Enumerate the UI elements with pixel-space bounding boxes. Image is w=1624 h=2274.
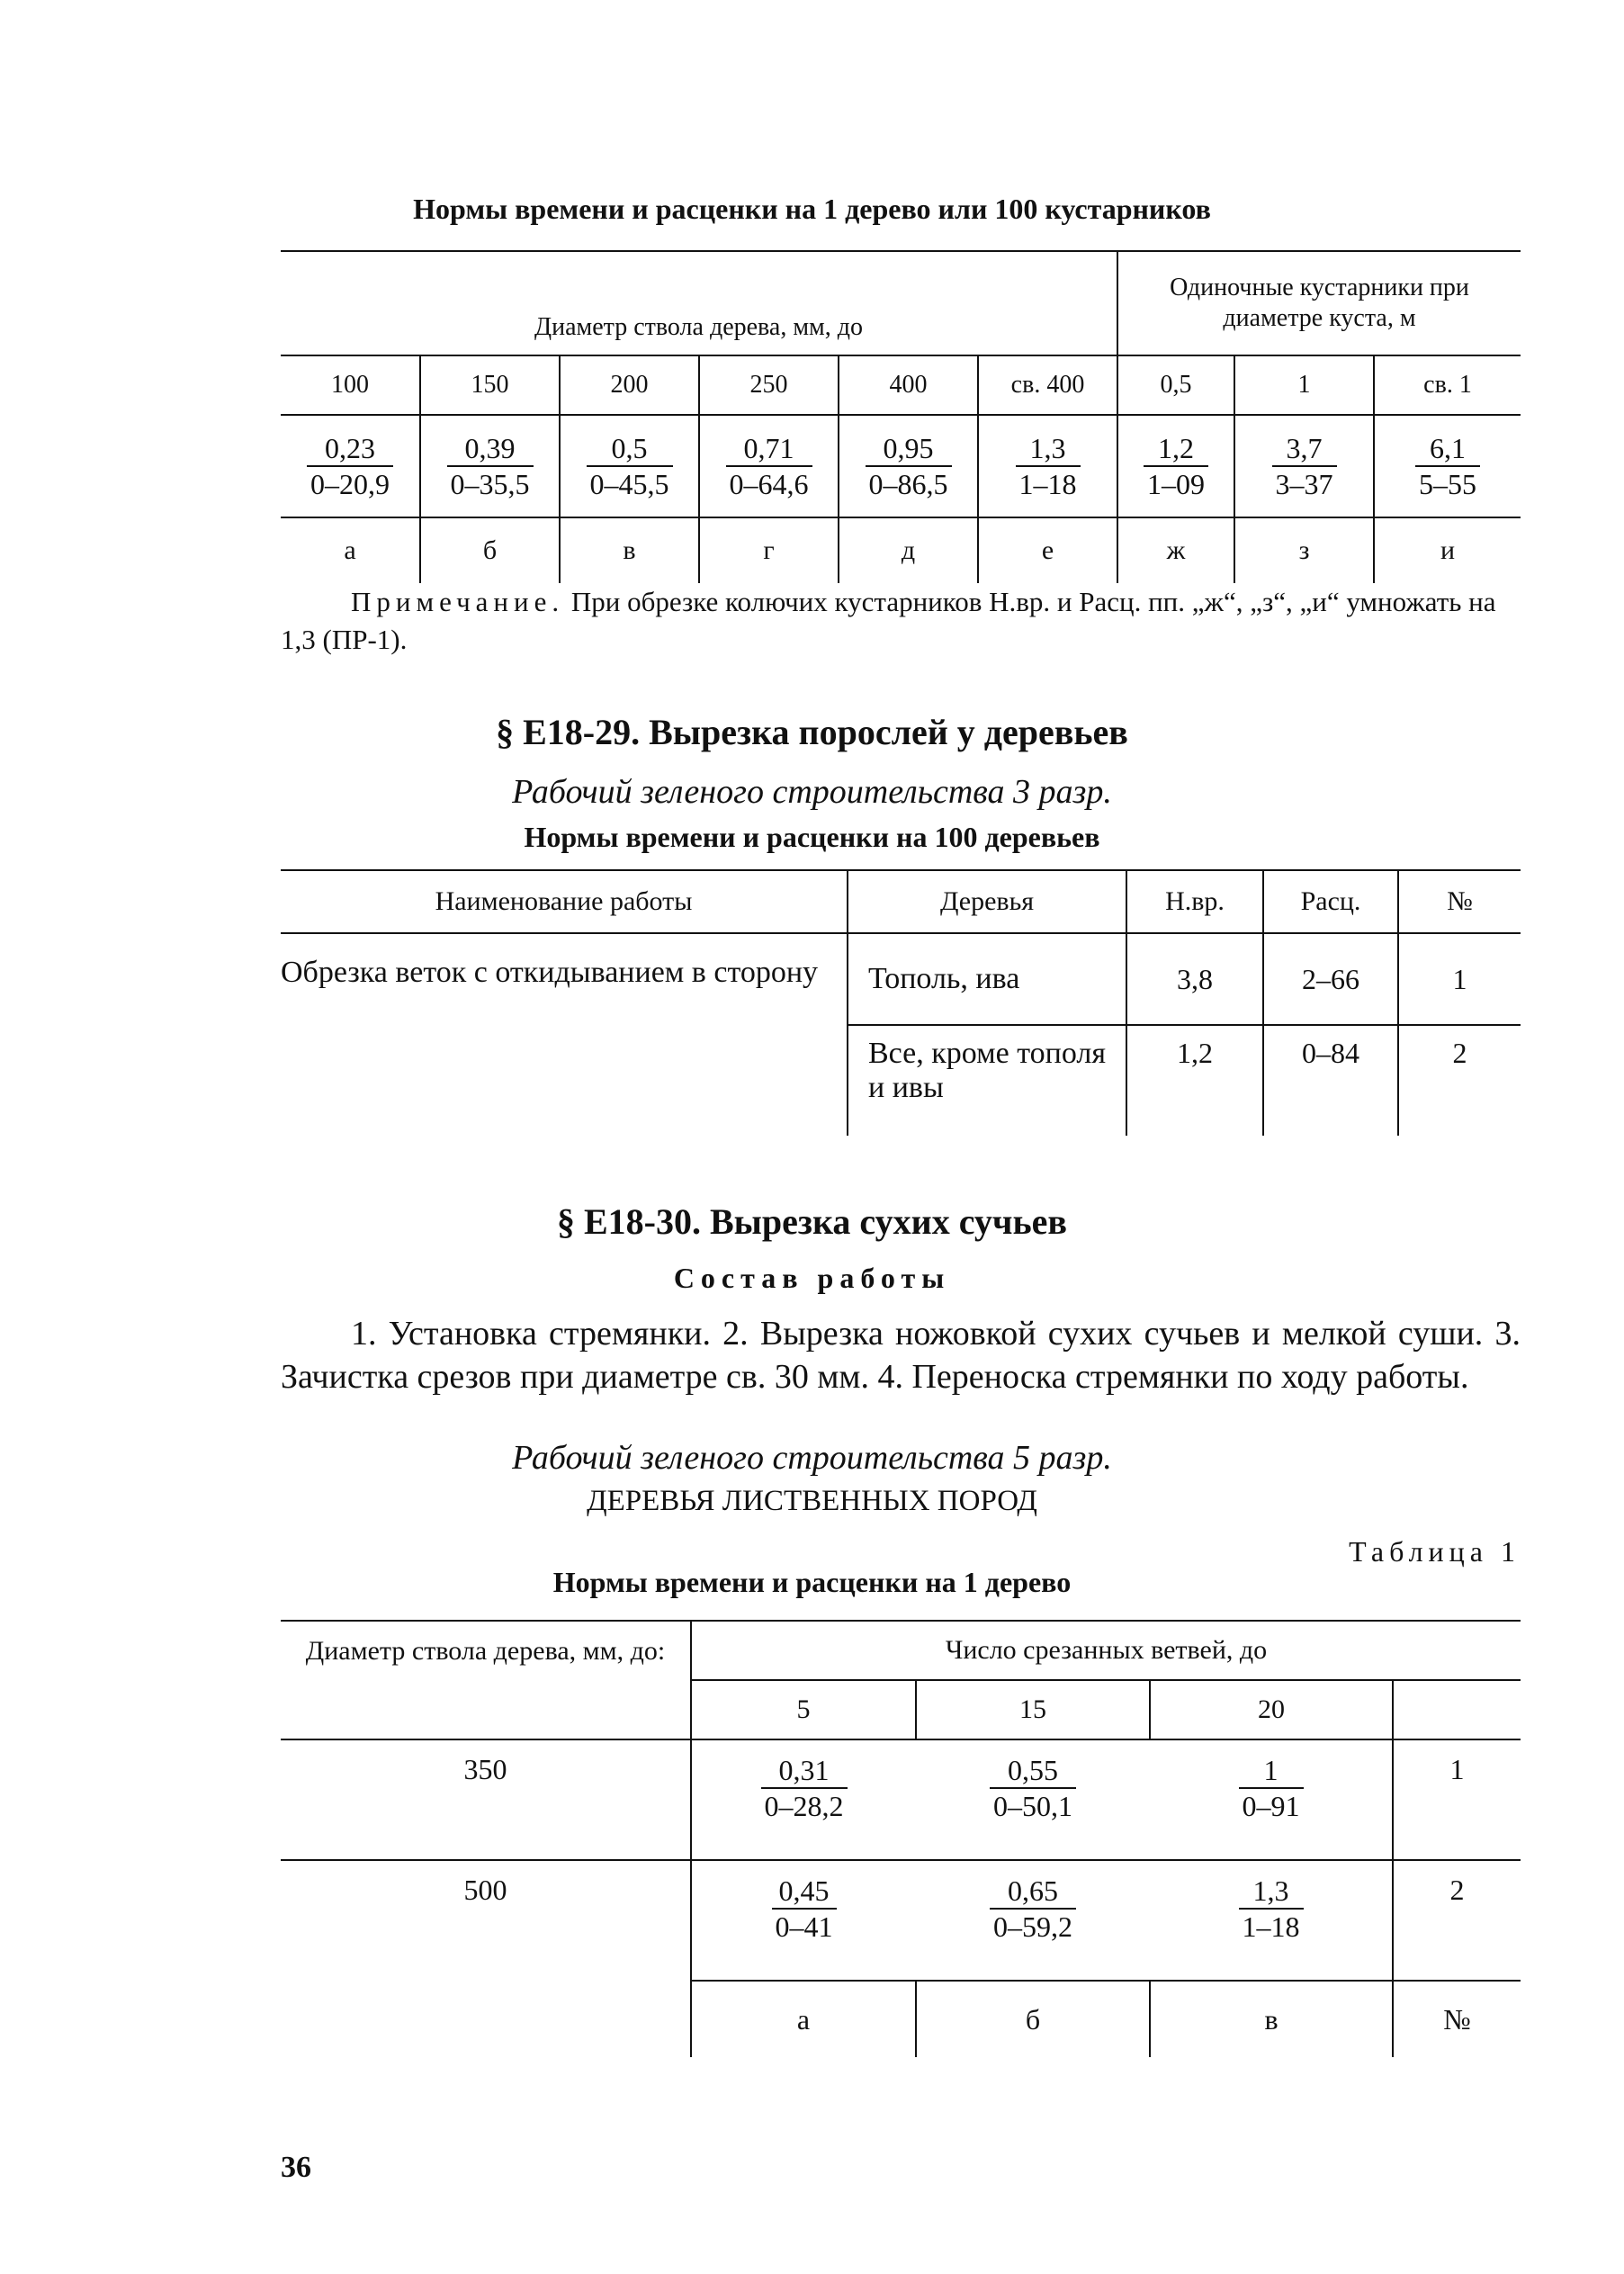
table3-fraction: $\frac{0,31}{0-28,2}$ (761, 1753, 848, 1823)
table2-trees: Тополь, ива (848, 933, 1126, 1025)
table1-col: 1 (1234, 355, 1374, 415)
table1-col: 0,5 (1117, 355, 1234, 415)
table1-letters-row (281, 517, 1521, 583)
table3-header-left: Диаметр ствола дерева, мм, до: (281, 1621, 691, 1739)
section30-composition: Состав работы (673, 1262, 951, 1294)
table-row (281, 1739, 1521, 1860)
table2-header: Наименование работы (281, 870, 848, 933)
table3-diam: 350 (281, 1739, 691, 1860)
table1-letter: а (281, 517, 420, 583)
table3-letter: в (1150, 1981, 1393, 2057)
table1-col: 200 (560, 355, 699, 415)
table2-work-name: Обрезка веток с откидыванием в сторону (281, 956, 819, 989)
table1-header-trees: Диаметр ствола дерева, мм, до (281, 251, 1117, 355)
table3-num: 1 (1393, 1739, 1521, 1860)
section30-subtitle: ДЕРЕВЬЯ ЛИСТВЕННЫХ ПОРОД (587, 1485, 1037, 1517)
table1-fraction: $\frac{0,71}{0-64,6}$ (726, 431, 812, 501)
table3 (281, 1620, 1521, 2057)
table3-fraction: $\frac{1,3}{1-18}$ (1239, 1874, 1304, 1944)
table1-fraction: $\frac{0,23}{0-20,9}$ (307, 431, 393, 501)
table3-fraction: $\frac{0,45}{0-41}$ (772, 1874, 837, 1944)
table1-letter: е (978, 517, 1117, 583)
table1-col: св. 1 (1374, 355, 1521, 415)
page-number: 36 (281, 2151, 311, 2184)
table1-note (281, 583, 1521, 659)
table2-header: № (1398, 870, 1521, 933)
table1-letter: б (420, 517, 560, 583)
table3-num: 2 (1393, 1860, 1521, 1981)
table3-letter: а (691, 1981, 916, 2057)
note-text: При обрезке колючих кустарников Н.вр. и Расц. пп. „ж“, „з“, „и“ умножать на 1,3 (ПР-1). (281, 586, 1496, 655)
table-row (281, 1860, 1521, 1981)
table1-col: 400 (839, 355, 978, 415)
table1-column-row (281, 355, 1521, 415)
table2-num: 1 (1398, 933, 1521, 1025)
table1-caption: Нормы времени и расценки на 1 дерево или 100 кустарников (413, 193, 1211, 225)
table-row (281, 933, 1521, 1025)
table1-fraction: $\frac{1,3}{1-18}$ (1016, 431, 1081, 501)
table1-letter: г (699, 517, 839, 583)
table2-rasc: 0–84 (1263, 1025, 1398, 1136)
section30-worker: Рабочий зеленого строительства 5 разр. (512, 1439, 1112, 1477)
table1-col: 100 (281, 355, 420, 415)
table3-fraction: $\frac{1}{0-91}$ (1239, 1753, 1304, 1823)
table2-header: Расц. (1263, 870, 1398, 933)
table2-nvr: 1,2 (1126, 1025, 1263, 1136)
table1-col: 250 (699, 355, 839, 415)
table2-trees: Все, кроме тополя и ивы (848, 1025, 1126, 1136)
section30-title: § Е18-30. Вырезка сухих сучьев (557, 1201, 1067, 1242)
table3-col: 15 (916, 1680, 1150, 1739)
table2-nvr: 3,8 (1126, 933, 1263, 1025)
section29-worker: Рабочий зеленого строительства 3 разр. (512, 773, 1112, 811)
section29-caption: Нормы времени и расценки на 100 деревьев (524, 821, 1100, 853)
table1-letter: и (1374, 517, 1521, 583)
table2-num: 2 (1398, 1025, 1521, 1136)
table1 (281, 250, 1521, 583)
table3-header-right: Число срезанных ветвей, до (691, 1621, 1521, 1680)
table3-col: 5 (691, 1680, 916, 1739)
table1-fraction: $\frac{0,39}{0-35,5}$ (447, 431, 534, 501)
table1-fraction: $\frac{3,7}{3-37}$ (1272, 431, 1337, 501)
table1-values-row (281, 415, 1521, 517)
table1-letter: з (1234, 517, 1374, 583)
table2-header: Деревья (848, 870, 1126, 933)
table1-fraction: $\frac{6,1}{5-55}$ (1415, 431, 1480, 501)
table3-fraction: $\frac{0,55}{0-50,1}$ (990, 1753, 1076, 1823)
table3-letter: б (916, 1981, 1150, 2057)
section29-title: § Е18-29. Вырезка порослей у деревьев (496, 712, 1128, 752)
table2-rasc: 2–66 (1263, 933, 1398, 1025)
note-label: Примечание. (351, 586, 565, 617)
table1-letter: д (839, 517, 978, 583)
section30-body: 1. Установка стремянки. 2. Вырезка ножовкой сухих сучьев и мелкой суши. 3. Зачистка срезов при диаметре св. 30 мм. 4. Переноска стремянки по ходу работы. (281, 1315, 1521, 1396)
table1-letter: ж (1117, 517, 1234, 583)
table3-col: 20 (1150, 1680, 1393, 1739)
table3-fraction: $\frac{0,65}{0-59,2}$ (990, 1874, 1076, 1944)
table-label: Таблица 1 (1349, 1535, 1521, 1568)
table2-header: Н.вр. (1126, 870, 1263, 933)
table1-fraction: $\frac{0,5}{0-45,5}$ (587, 431, 673, 501)
section30-caption: Нормы времени и расценки на 1 дерево (552, 1566, 1072, 1598)
table1-letter: в (560, 517, 699, 583)
table3-diam: 500 (281, 1860, 691, 1981)
table1-col: св. 400 (978, 355, 1117, 415)
table1-fraction: $\frac{0,95}{0-86,5}$ (866, 431, 952, 501)
table1-col: 150 (420, 355, 560, 415)
table1-header-shrubs: Одиночные кустарники при диаметре куста, м (1117, 251, 1521, 355)
table3-letters-row (281, 1981, 1521, 2057)
table2-header-row (281, 870, 1521, 933)
table3-num-label: № (1393, 1981, 1521, 2057)
table2 (281, 869, 1521, 1136)
table1-fraction: $\frac{1,2}{1-09}$ (1144, 431, 1208, 501)
